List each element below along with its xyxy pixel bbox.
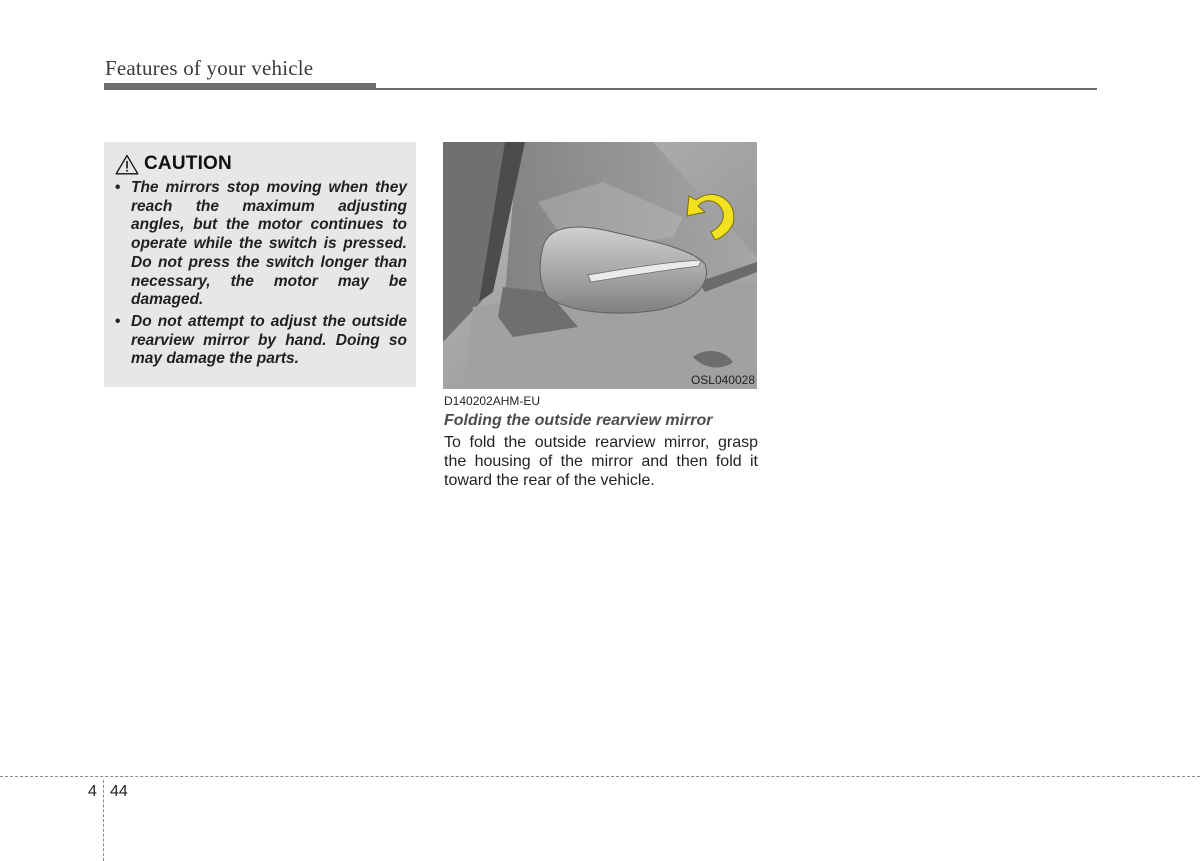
mirror-illustration — [443, 142, 757, 389]
caution-box — [104, 142, 416, 387]
warning-triangle-icon — [115, 154, 144, 175]
section-title: Folding the outside rearview mirror — [444, 412, 713, 429]
header-rule-thick — [104, 83, 376, 90]
caution-heading — [115, 152, 407, 176]
bullet-icon: • — [115, 312, 121, 330]
bullet-icon: • — [115, 179, 121, 196]
footer-vertical-rule — [103, 780, 104, 861]
caution-list — [115, 179, 407, 369]
section-body: To fold the outside rearview mirror, grasp the housing of the mirror and then fold it toward the rear of the vehicle. — [444, 434, 758, 489]
page-chapter-number: 4 — [88, 783, 97, 800]
caution-item-text: The mirrors stop moving when they reach the maximum adjusting angles, but the motor continues to operate while the switch is pressed. Do not press the switch longer than necessary, the motor may be damaged. — [131, 179, 407, 309]
caution-item-text: Do not attempt to adjust the outside rearview mirror by hand. Doing so may damage the parts. — [131, 312, 407, 368]
caution-item — [115, 313, 407, 369]
section-code: D140202AHM-EU — [444, 394, 541, 408]
page-header-title: Features of your vehicle — [105, 56, 314, 80]
caution-title: CAUTION — [144, 153, 232, 174]
figure-code: OSL040028 — [690, 373, 755, 387]
header-rule-thin — [376, 88, 1097, 90]
caution-item — [115, 179, 407, 310]
page-number: 44 — [110, 783, 128, 800]
footer-dashed-rule — [0, 776, 1200, 777]
